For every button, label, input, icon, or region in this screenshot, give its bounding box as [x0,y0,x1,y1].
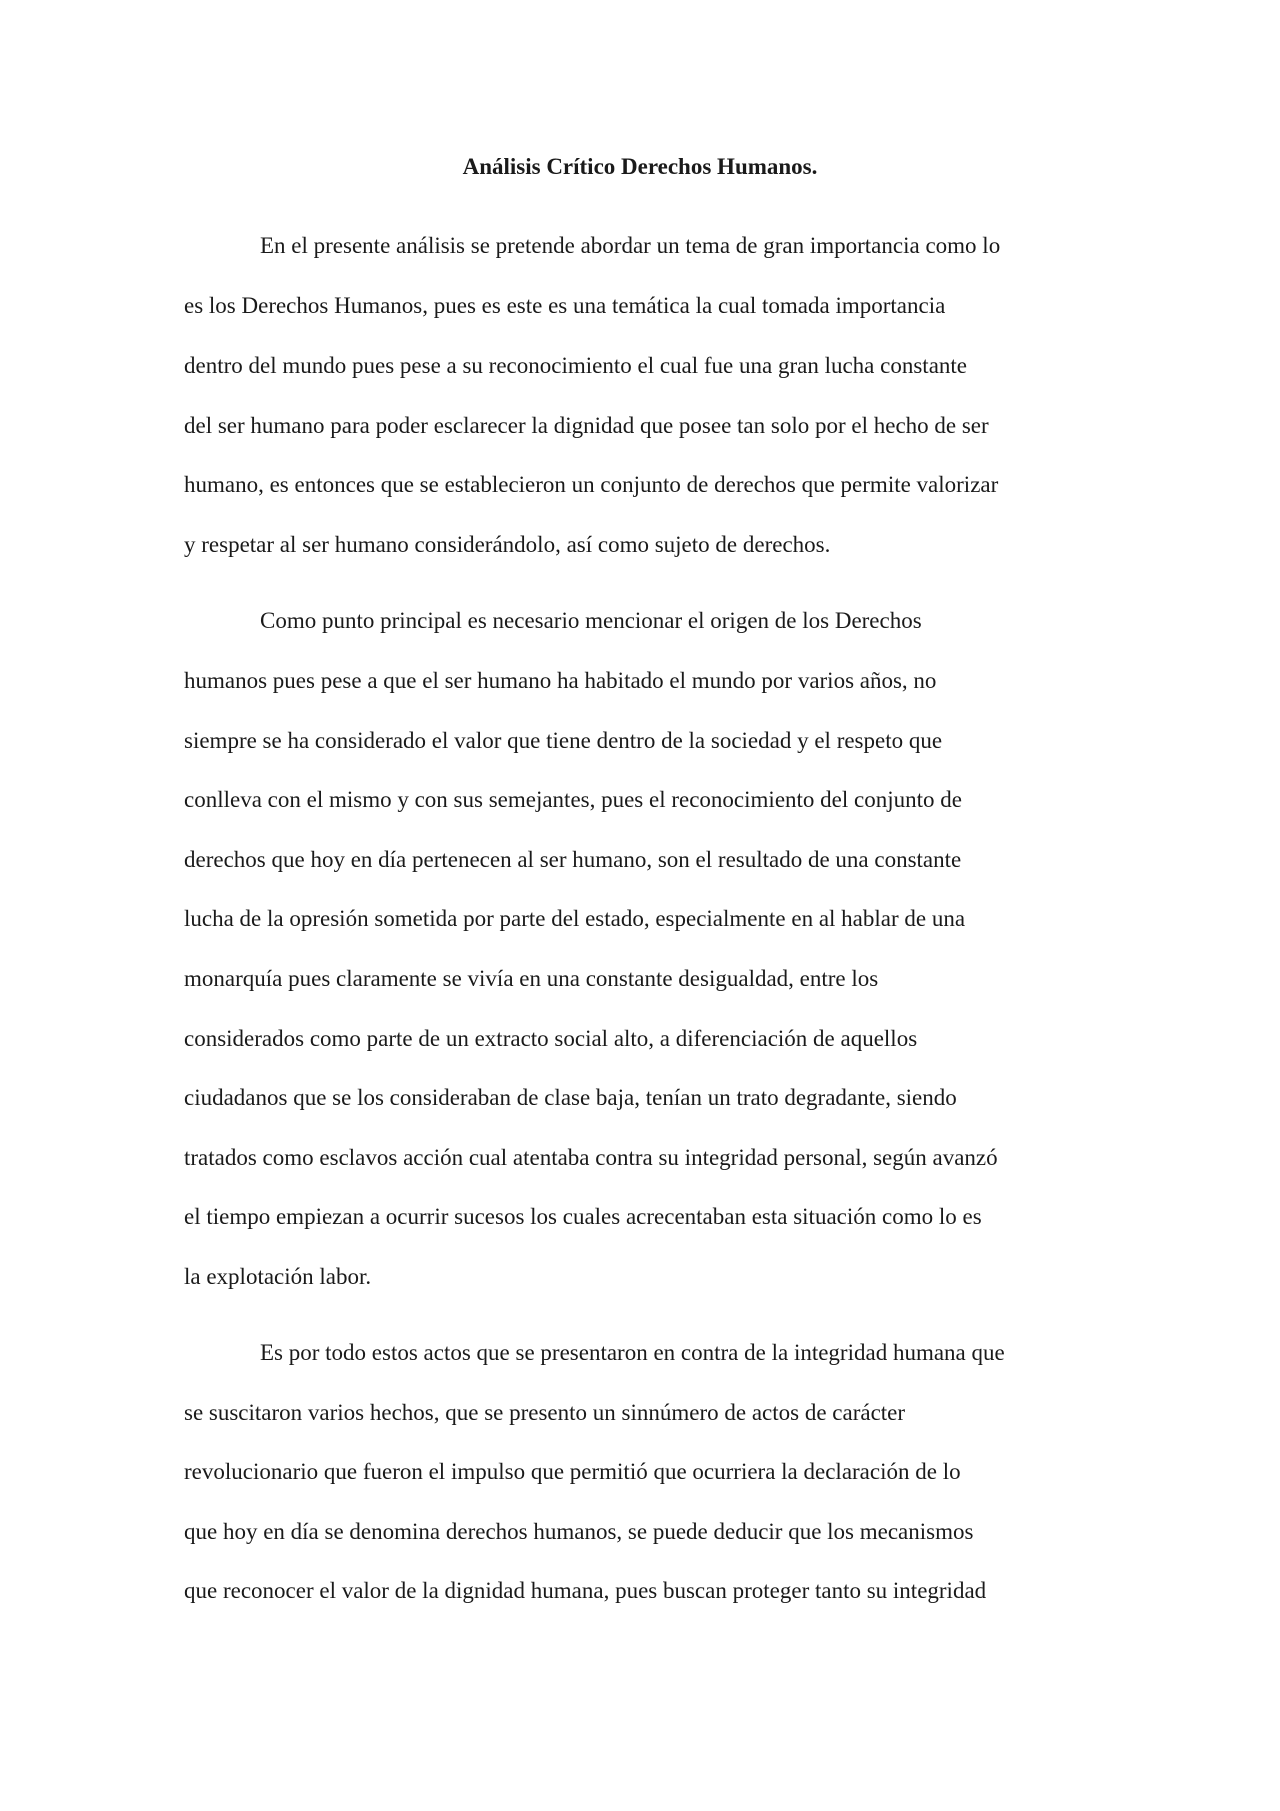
paragraph-2-line-5: derechos que hoy en día pertenecen al ser humano, son el resultado de una constante [184,847,962,872]
paragraph-2-line-1: Como punto principal es necesario mencionar el origen de los Derechos [260,608,922,633]
paragraph-1-line-1: En el presente análisis se pretende abordar un tema de gran importancia como lo [260,233,1001,258]
paragraph-2-line-8: considerados como parte de un extracto social alto, a diferenciación de aquellos [184,1026,918,1051]
paragraph-2-line-11: el tiempo empiezan a ocurrir sucesos los cuales acrecentaban esta situación como lo es [184,1204,982,1229]
paragraph-2-line-10: tratados como esclavos acción cual atentaba contra su integridad personal, según avanzó [184,1145,998,1170]
paragraph-3-line-4: que hoy en día se denomina derechos humanos, se puede deducir que los mecanismos [184,1519,974,1544]
paragraph-2-line-6: lucha de la opresión sometida por parte del estado, especialmente en al hablar de una [184,906,966,931]
paragraph-3-line-3: revolucionario que fueron el impulso que permitió que ocurriera la declaración de lo [184,1459,961,1484]
paragraph-1-line-5: humano, es entonces que se establecieron un conjunto de derechos que permite valorizar [184,472,999,497]
paragraph-3-line-2: se suscitaron varios hechos, que se presento un sinnúmero de actos de carácter [184,1400,906,1425]
paragraph-2-line-2: humanos pues pese a que el ser humano ha habitado el mundo por varios años, no [184,668,937,693]
paragraph-2-line-3: siempre se ha considerado el valor que tiene dentro de la sociedad y el respeto que [184,728,943,753]
paragraph-3-line-1: Es por todo estos actos que se presentaron en contra de la integridad humana que [260,1340,1005,1365]
paragraph-2-line-12: la explotación labor. [184,1264,372,1289]
paragraph-2-line-7: monarquía pues claramente se vivía en una constante desigualdad, entre los [184,966,879,991]
paragraph-1-line-3: dentro del mundo pues pese a su reconocimiento el cual fue una gran lucha constante [184,353,967,378]
paragraph-1-line-4: del ser humano para poder esclarecer la dignidad que posee tan solo por el hecho de ser [184,413,989,438]
paragraph-2-line-4: conlleva con el mismo y con sus semejantes, pues el reconocimiento del conjunto de [184,787,962,812]
paragraph-3-line-5: que reconocer el valor de la dignidad humana, pues buscan proteger tanto su integridad [184,1578,987,1603]
paragraph-1-line-6: y respetar al ser humano considerándolo, así como sujeto de derechos. [184,532,831,557]
document-title: Análisis Crítico Derechos Humanos. [462,154,818,179]
paragraph-1-line-2: es los Derechos Humanos, pues es este es una temática la cual tomada importancia [184,293,946,318]
paragraph-2-line-9: ciudadanos que se los consideraban de clase baja, tenían un trato degradante, siendo [184,1085,957,1110]
